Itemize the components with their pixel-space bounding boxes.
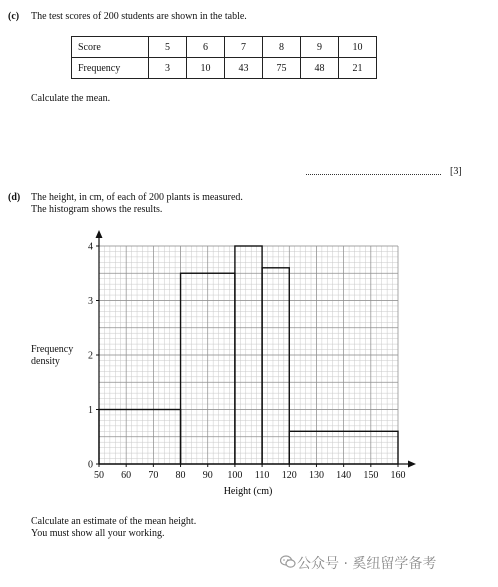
x-tick-label: 80 [175, 470, 186, 481]
histogram-chart [0, 222, 498, 502]
frequency-cell: 48 [301, 58, 339, 79]
frequency-cell: 43 [225, 58, 263, 79]
x-tick-label: 90 [202, 470, 213, 481]
scores-table [71, 36, 377, 79]
part-c-question: Calculate the mean. [31, 93, 111, 104]
part-d-line1: The height, in cm, of each of 200 plants is measured. [31, 192, 243, 203]
part-d-label: (d) [8, 192, 21, 203]
frequency-cell: 3 [149, 58, 187, 79]
y-axis-label [31, 344, 73, 368]
score-cell: 9 [301, 37, 339, 58]
row-header-frequency: Frequency [72, 58, 149, 79]
table-row [72, 58, 377, 79]
wechat-icon [280, 555, 296, 569]
y-tick-label: 1 [88, 405, 93, 416]
x-tick-label: 130 [308, 470, 324, 481]
table-row [72, 37, 377, 58]
frequency-cell: 10 [187, 58, 225, 79]
score-cell: 7 [225, 37, 263, 58]
x-tick-label: 120 [281, 470, 297, 481]
watermark: 公众号 · 奚纽留学备考 [297, 556, 437, 572]
x-tick-label: 150 [363, 470, 379, 481]
x-tick-label: 140 [336, 470, 352, 481]
y-tick-labels [88, 242, 99, 471]
y-tick-label: 0 [88, 459, 93, 471]
y-tick-label: 4 [88, 241, 93, 253]
y-axis-arrow [96, 230, 103, 238]
score-cell: 5 [149, 37, 187, 58]
frequency-cell: 21 [339, 58, 377, 79]
marks-label: [3] [450, 166, 462, 177]
x-tick-labels [94, 464, 406, 481]
part-d-line2: The histogram shows the results. [31, 204, 163, 215]
x-tick-label: 100 [227, 470, 243, 481]
answer-line[interactable] [306, 174, 441, 175]
score-cell: 8 [263, 37, 301, 58]
x-axis-label: Height (cm) [223, 486, 273, 497]
score-cell: 6 [187, 37, 225, 58]
part-c-prompt: The test scores of 200 students are shown in the table. [31, 11, 247, 22]
score-cell: 10 [339, 37, 377, 58]
y-axis-label-text: density [31, 356, 60, 367]
y-axis-label-text: Frequency [31, 344, 74, 355]
part-d-instruction1: Calculate an estimate of the mean height. [31, 516, 197, 527]
x-tick-label: 50 [94, 470, 104, 481]
row-header-score: Score [72, 37, 149, 58]
frequency-cell: 75 [263, 58, 301, 79]
x-tick-label: 70 [148, 470, 159, 481]
part-c-label: (c) [8, 11, 20, 22]
x-tick-label: 110 [254, 470, 270, 481]
part-d-instruction2: You must show all your working. [31, 528, 165, 539]
y-tick-label: 3 [88, 296, 93, 307]
x-tick-label: 160 [390, 470, 406, 481]
x-axis-arrow [408, 461, 416, 468]
y-tick-label: 2 [88, 350, 93, 362]
x-tick-label: 60 [121, 470, 132, 481]
